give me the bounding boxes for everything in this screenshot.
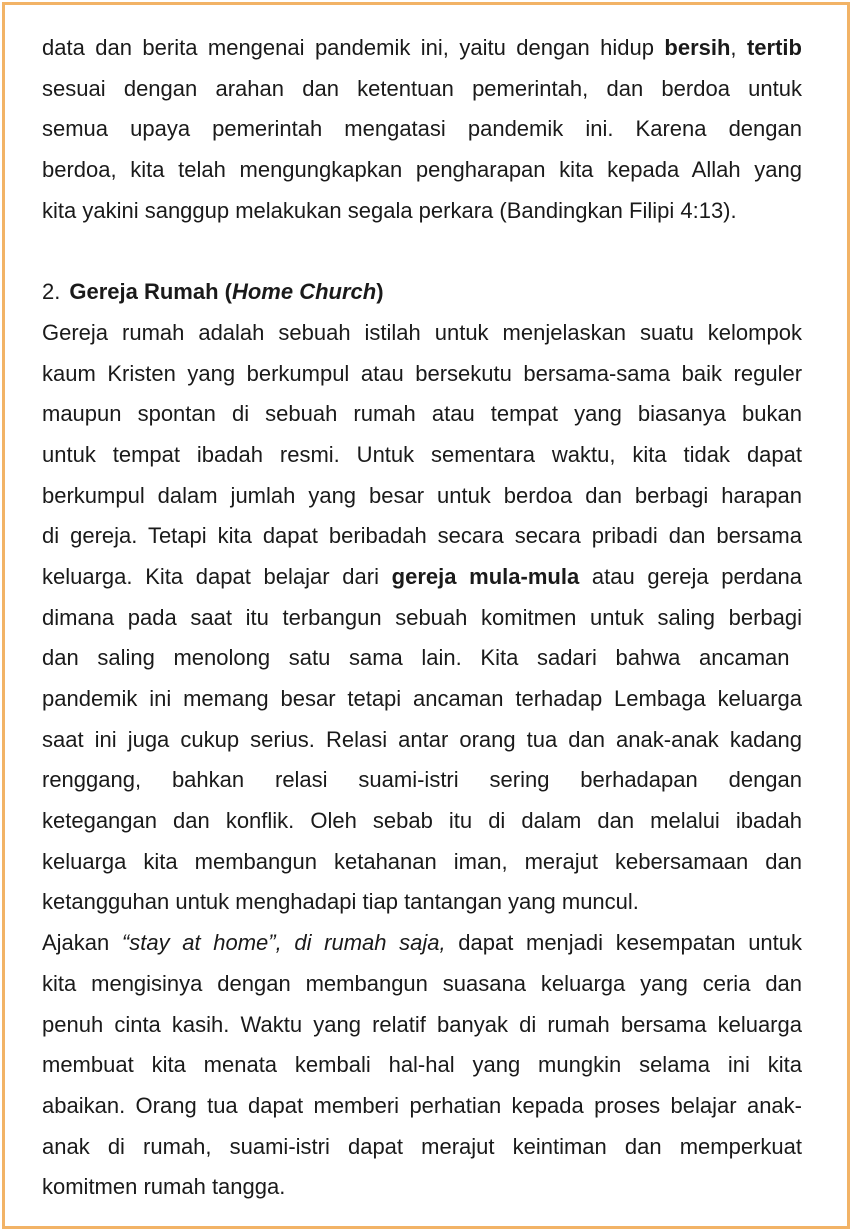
text-line: semua upaya pemerintah mengatasi pandemik ini. Karena dengan <box>42 116 802 142</box>
text-line: dimana pada saat itu terbangun sebuah komitmen untuk saling berbagi <box>42 604 803 630</box>
bold-term-tertib: tertib <box>746 35 802 60</box>
text-line: saat ini juga cukup serius. Relasi antar orang tua dan anak-anak kadang <box>42 726 803 752</box>
paragraph-intro <box>42 28 802 231</box>
text-line: Gereja rumah adalah sebuah istilah untuk menjelaskan suatu kelompok <box>42 319 802 345</box>
bold-term-gereja-mula-mula: gereja mula-mula <box>391 563 580 589</box>
text-line: sesuai dengan arahan dan ketentuan pemerintah, dan berdoa untuk <box>42 75 802 101</box>
text-run: Ajakan <box>42 930 122 956</box>
text-line: maupun spontan di sebuah rumah atau tempat yang biasanya bukan <box>42 401 802 427</box>
text-line: dan saling menolong satu sama lain. Kita sadari bahwa ancaman <box>42 645 790 671</box>
bold-term-bersih: bersih <box>664 35 731 60</box>
paragraph-gap <box>42 231 802 272</box>
text-run: , <box>730 35 747 60</box>
text-line <box>42 28 802 69</box>
text-line: abaikan. Orang tua dapat memberi perhatian kepada proses belajar anak- <box>42 1092 802 1118</box>
text-line <box>42 557 802 598</box>
section-title <box>69 279 383 304</box>
text-line: di gereja. Tetapi kita dapat beribadah secara secara pribadi dan bersama <box>42 523 802 549</box>
section-heading <box>42 272 802 313</box>
document-body <box>42 28 802 1208</box>
text-line: anak di rumah, suami-istri dapat merajut keintiman dan memperkuat <box>42 1133 802 1159</box>
text-run: keluarga. Kita dapat belajar dari <box>42 563 392 589</box>
text-line: berkumpul dalam jumlah yang besar untuk berdoa dan berbagi harapan <box>42 482 802 508</box>
text-line: renggang, bahkan relasi suami-istri sering berhadapan dengan <box>42 767 803 793</box>
title-text: ) <box>376 279 384 305</box>
title-italic: Home Church <box>231 279 377 305</box>
text-line: berdoa, kita telah mengungkapkan pengharapan kita kepada Allah yang <box>42 157 802 183</box>
italic-quote: “stay at home”, di rumah saja, <box>121 930 446 956</box>
text-run: data dan berita mengenai pandemik ini, yaitu dengan hidup <box>42 35 665 60</box>
title-text: Gereja Rumah ( <box>69 279 232 305</box>
section-number: 2. <box>42 279 61 305</box>
text-run: atau gereja perdana <box>579 563 802 589</box>
text-line: kaum Kristen yang berkumpul atau bersekutu bersama-sama baik reguler <box>42 360 803 386</box>
text-line: keluarga kita membangun ketahanan iman, merajut kebersamaan dan <box>42 848 803 874</box>
text-line: pandemik ini memang besar tetapi ancaman terhadap Lembaga keluarga <box>42 686 802 711</box>
text-line: ketangguhan untuk menghadapi tiap tantangan yang muncul. <box>42 889 639 915</box>
paragraph-stay-at-home <box>42 923 802 1208</box>
text-line: membuat kita menata kembali hal-hal yang mungkin selama ini kita <box>42 1052 802 1078</box>
text-run: dapat menjadi kesempatan untuk <box>445 930 803 956</box>
text-line: untuk tempat ibadah resmi. Untuk sementara waktu, kita tidak dapat <box>42 441 802 467</box>
text-line: penuh cinta kasih. Waktu yang relatif banyak di rumah bersama keluarga <box>42 1011 802 1037</box>
text-line: ketegangan dan konflik. Oleh sebab itu di dalam dan melalui ibadah <box>42 808 802 834</box>
text-line: komitmen rumah tangga. <box>42 1174 286 1200</box>
paragraph-gereja-rumah <box>42 313 802 923</box>
text-line <box>42 923 802 964</box>
text-line: kita mengisinya dengan membangun suasana keluarga yang ceria dan <box>42 970 803 996</box>
text-line: kita yakini sanggup melakukan segala perkara (Bandingkan Filipi 4:13). <box>42 197 737 223</box>
